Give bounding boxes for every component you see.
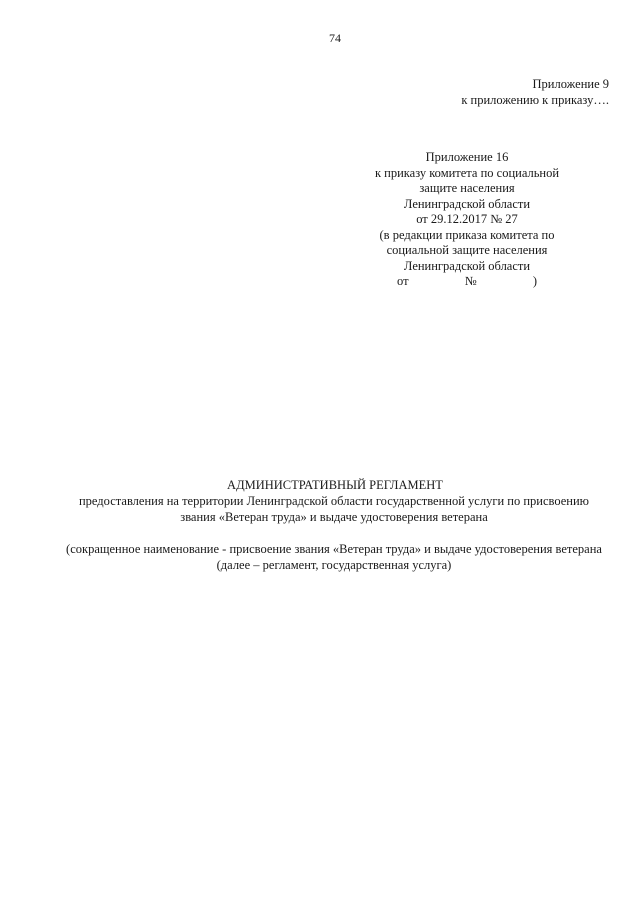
regulation-subtitle: предоставления на территории Ленинградской области государственной услуги по присвоению звания «Ветеран труда» и выдаче удостоверения ветерана xyxy=(78,494,590,524)
appendix-9-reference: к приложению к приказу…. xyxy=(461,92,609,107)
appendix-16-line: Ленинградской области xyxy=(403,196,531,211)
appendix-16-date-line: от 29.12.2017 № 27 xyxy=(416,212,518,226)
appendix-16-line: социальной защите населения xyxy=(386,243,548,257)
appendix-9-title: Приложение 9 xyxy=(532,77,609,91)
appendix-16-blank-date-line xyxy=(397,274,537,290)
appendix-16-line: (в редакции приказа комитета по xyxy=(379,227,555,242)
closing-paren: ) xyxy=(532,274,537,288)
page-number: 74 xyxy=(329,31,341,45)
regulation-title: АДМИНИСТРАТИВНЫЙ РЕГЛАМЕНТ xyxy=(227,478,443,492)
ot-label: от xyxy=(397,274,409,288)
appendix-16-line: защите населения xyxy=(419,181,515,195)
appendix-16-block xyxy=(362,150,572,290)
regulation-short-name: (сокращенное наименование - присвоение звания «Ветеран труда» и выдаче удостоверения ветерана (далее – регламент, государственная услуга) xyxy=(66,542,602,572)
appendix-16-title: Приложение 16 xyxy=(425,150,509,164)
appendix-16-line: к приказу комитета по социальной xyxy=(374,165,560,180)
appendix-16-line: Ленинградской области xyxy=(403,258,531,273)
number-sign: № xyxy=(464,274,477,288)
appendix-9-block xyxy=(461,77,609,108)
